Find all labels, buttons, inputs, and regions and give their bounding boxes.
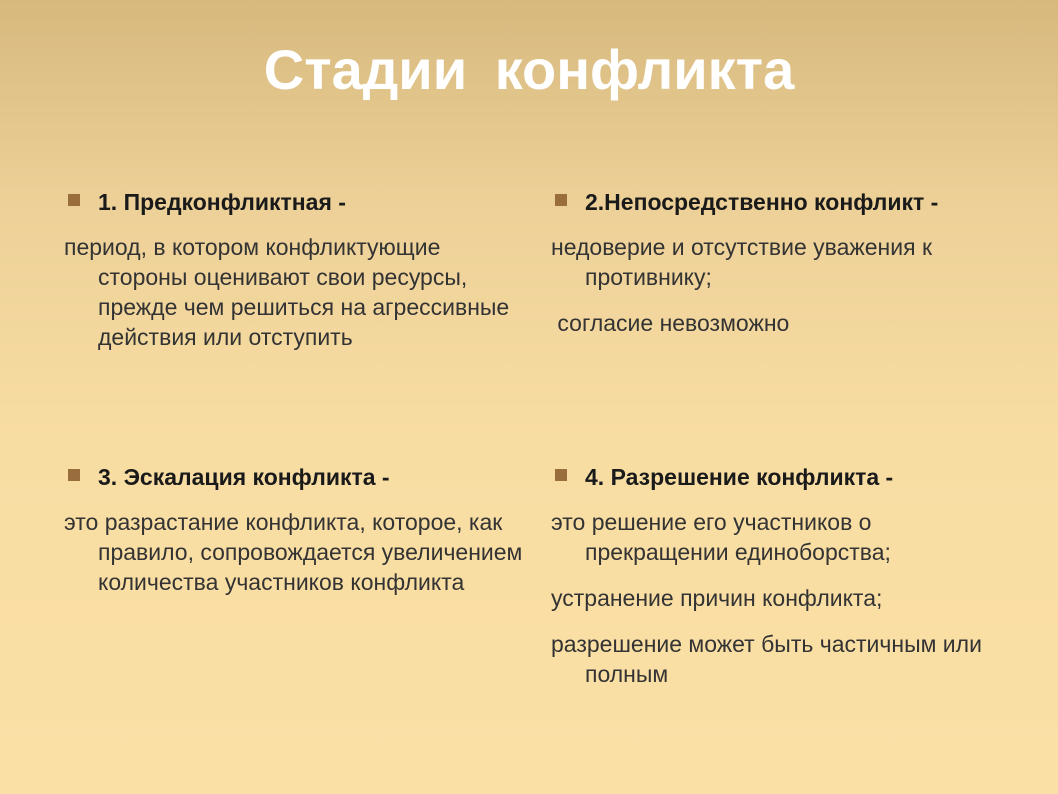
stage-3-description: это разрастание конфликта, которое, как правило, сопровождается увеличением количества участников конфликта <box>64 509 523 595</box>
stage-2-block <box>551 186 1021 338</box>
stage-3-heading <box>64 461 534 493</box>
stage-2-heading <box>551 186 1021 218</box>
stage-1-block <box>64 186 534 352</box>
square-bullet-icon <box>555 469 567 481</box>
stage-1-heading-text: 1. Предконфликтная - <box>98 189 346 215</box>
stage-1-description: период, в котором конфликтующие стороны оценивают свои ресурсы, прежде чем решиться на агрессивные действия или отступить <box>64 234 510 350</box>
stage-2-note: согласие невозможно <box>551 310 790 336</box>
stage-4-point-causes: устранение причин конфликта; <box>551 585 883 611</box>
stage-4-block <box>551 461 1021 689</box>
stage-4-point-resolution: разрешение может быть частичным или полным <box>551 631 982 687</box>
stage-4-description: это решение его участников о прекращении единоборства; <box>551 509 891 565</box>
square-bullet-icon <box>68 194 80 206</box>
slide-title: Стадии конфликта <box>263 38 795 101</box>
stage-1-heading <box>64 186 534 218</box>
square-bullet-icon <box>68 469 80 481</box>
stage-4-heading <box>551 461 1021 493</box>
stage-4-heading-text: 4. Разрешение конфликта - <box>585 464 894 490</box>
stage-2-heading-text: 2.Непосредственно конфликт - <box>585 189 939 215</box>
stage-3-heading-text: 3. Эскалация конфликта - <box>98 464 390 490</box>
stage-3-block <box>64 461 534 597</box>
stage-2-description: недоверие и отсутствие уважения к противнику; <box>551 234 933 290</box>
square-bullet-icon <box>555 194 567 206</box>
